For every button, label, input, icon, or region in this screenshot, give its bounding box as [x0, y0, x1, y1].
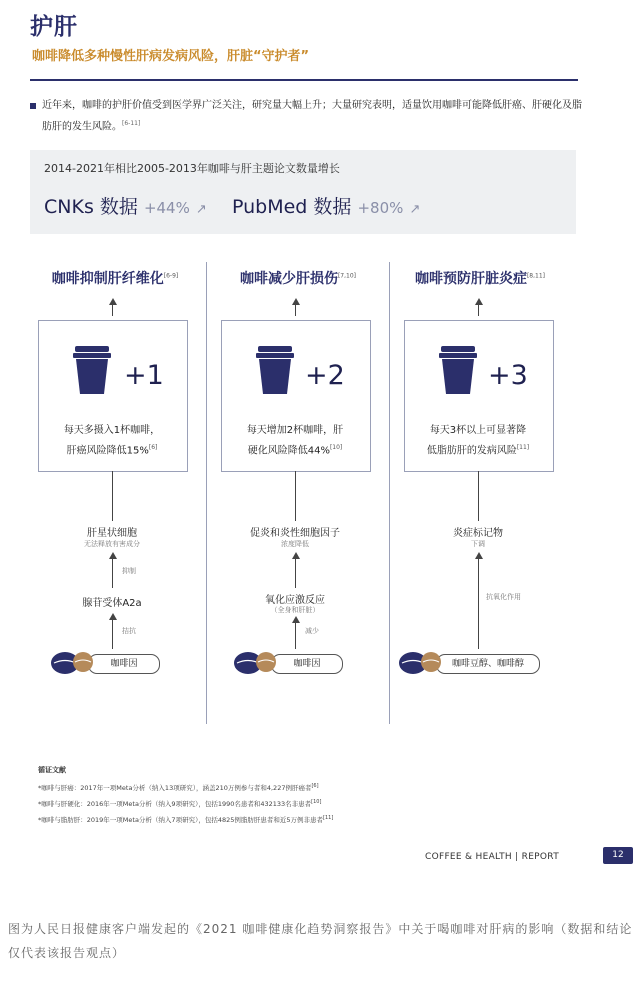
reference-item	[38, 815, 333, 824]
column-heading-inflammation	[395, 268, 565, 288]
flow-node-note: 无法释放有害成分	[84, 540, 140, 548]
connector-line	[295, 304, 296, 316]
column-heading-text: 咖啡减少肝损伤	[239, 271, 338, 287]
coffee-cup-icon	[439, 345, 477, 395]
page-number: 12	[603, 847, 633, 864]
connector-line	[478, 471, 479, 521]
cnki-stat	[44, 192, 207, 219]
connector-line	[112, 304, 113, 316]
connector-line	[295, 622, 296, 649]
card-finding-ref: [11]	[516, 444, 530, 451]
card-finding	[230, 422, 360, 459]
bullet-marker	[30, 103, 36, 109]
cup-count: +3	[488, 360, 528, 391]
coffee-beans-icon	[50, 650, 94, 676]
reference-ref: [11]	[323, 815, 334, 821]
stats-caption: 2014-2021年相比2005-2013年咖啡与肝主题论文数量增长	[44, 162, 340, 175]
arrow-up-icon	[109, 552, 117, 559]
pubmed-stat	[232, 192, 420, 219]
page-subtitle: 咖啡降低多种慢性肝病发病风险，肝脏“守护者”	[32, 49, 310, 64]
flow-node: 炎症标记物	[453, 528, 503, 539]
coffee-cup-icon	[73, 345, 111, 395]
arrow-up-icon	[292, 298, 300, 305]
card-finding-ref: [6]	[148, 444, 158, 451]
reference-text: *咖啡与脂肪肝：2019年一项Meta分析（纳入7项研究），包括4825例脂肪肝患者和近5万例非患者	[38, 816, 323, 825]
column-divider	[206, 262, 207, 724]
card-finding-line: 每天3杯以上可显著降	[429, 425, 527, 436]
page-title: 护肝	[30, 14, 78, 40]
card-finding	[47, 422, 177, 459]
card-finding-text: 低脂肪肝的发病风险	[426, 445, 517, 457]
flow-node: 腺苷受体A2a	[82, 598, 142, 609]
flow-edge-label: 减少	[305, 627, 319, 635]
connector-line	[112, 619, 113, 649]
reference-item	[38, 799, 321, 808]
reference-text: *咖啡与肝癌：2017年一项Meta分析（纳入13项研究），涵盖210万例参与者和4,227例肝癌者	[38, 784, 312, 793]
card-finding-text: 肝癌风险降低15%	[66, 445, 149, 457]
flow-node-note: 浓度降低	[281, 540, 309, 548]
cnki-label: CNKs 数据	[44, 196, 138, 218]
connector-line	[478, 304, 479, 316]
flow-edge-label: 拮抗	[122, 627, 136, 635]
column-divider	[389, 262, 390, 724]
reference-ref: [10]	[311, 799, 322, 805]
card-finding-line: 每天增加2杯咖啡，肝	[246, 425, 344, 436]
column-heading-ref: [7,10]	[337, 272, 357, 280]
cnki-value: +44%	[143, 199, 190, 217]
card-finding-line	[47, 439, 177, 459]
coffee-bean-badge	[398, 650, 548, 676]
flow-node-note: （全身和肝脏）	[270, 606, 320, 614]
reference-item	[38, 783, 319, 792]
column-heading-text: 咖啡预防肝脏炎症	[414, 271, 527, 287]
image-caption: 图为人民日报健康客户端发起的《2021 咖啡健康化趋势洞察报告》中关于喝咖啡对肝病的影响（数据和结论仅代表该报告观点）	[8, 922, 633, 960]
cup-count: +2	[305, 360, 345, 391]
connector-line	[112, 558, 113, 588]
reference-text: *咖啡与肝硬化：2016年一项Meta分析（纳入9项研究），包括1990名患者和432133名非患者	[38, 800, 312, 809]
pubmed-label: PubMed 数据	[232, 196, 352, 218]
card-finding-line	[413, 439, 543, 459]
column-heading-ref: [6-9]	[163, 272, 179, 280]
arrow-up-icon	[109, 613, 117, 620]
column-heading-text: 咖啡抑制肝纤维化	[51, 271, 164, 287]
arrow-up-icon	[292, 616, 300, 623]
intro-paragraph	[42, 97, 582, 136]
card-finding-text: 硬化风险降低44%	[247, 445, 330, 457]
intro-text: 近年来，咖啡的护肝价值受到医学界广泛关注，研究量大幅上升；大量研究表明，适量饮用咖啡可能降低肝癌、肝硬化及脂肪肝的发生风险。	[42, 100, 582, 133]
bean-label: 咖啡因	[88, 654, 160, 674]
column-heading-fibrosis	[30, 268, 200, 288]
connector-line	[295, 471, 296, 521]
card-finding-line: 每天多摄入1杯咖啡，	[63, 425, 161, 436]
card-finding-line	[230, 439, 360, 459]
card-finding-ref: [10]	[329, 444, 343, 451]
report-brand: COFFEE & HEALTH | REPORT	[425, 852, 559, 862]
pubmed-value: +80%	[357, 199, 404, 217]
flow-edge-label: 抑制	[122, 567, 136, 575]
flow-node: 肝星状细胞	[87, 528, 137, 539]
bean-label: 咖啡因	[271, 654, 343, 674]
flow-node: 促炎和炎性细胞因子	[250, 528, 340, 539]
arrow-up-icon	[475, 552, 483, 559]
flow-edge-label: 抗氧化作用	[486, 593, 521, 601]
coffee-bean-badge	[233, 650, 345, 676]
arrow-up-icon	[292, 552, 300, 559]
flow-node: 氧化应激反应	[265, 595, 325, 606]
references-heading: 循证文献	[38, 766, 66, 774]
connector-line	[295, 558, 296, 588]
column-heading-ref: [8,11]	[526, 272, 546, 280]
coffee-bean-badge	[50, 650, 162, 676]
bean-label: 咖啡豆醇、咖啡醇	[436, 654, 540, 674]
coffee-beans-icon	[398, 650, 442, 676]
card-finding	[413, 422, 543, 459]
intro-ref: [6-11]	[122, 120, 141, 127]
column-heading-liver-damage	[213, 268, 383, 288]
connector-line	[112, 471, 113, 521]
arrow-up-right-icon: ↗	[195, 202, 207, 217]
arrow-up-icon	[475, 298, 483, 305]
header-divider	[30, 79, 578, 81]
connector-line	[478, 558, 479, 649]
cup-count: +1	[124, 360, 164, 391]
arrow-up-right-icon: ↗	[409, 202, 421, 217]
coffee-beans-icon	[233, 650, 277, 676]
arrow-up-icon	[109, 298, 117, 305]
flow-node-note: 下调	[471, 540, 485, 548]
coffee-cup-icon	[256, 345, 294, 395]
reference-ref: [6]	[311, 783, 319, 789]
